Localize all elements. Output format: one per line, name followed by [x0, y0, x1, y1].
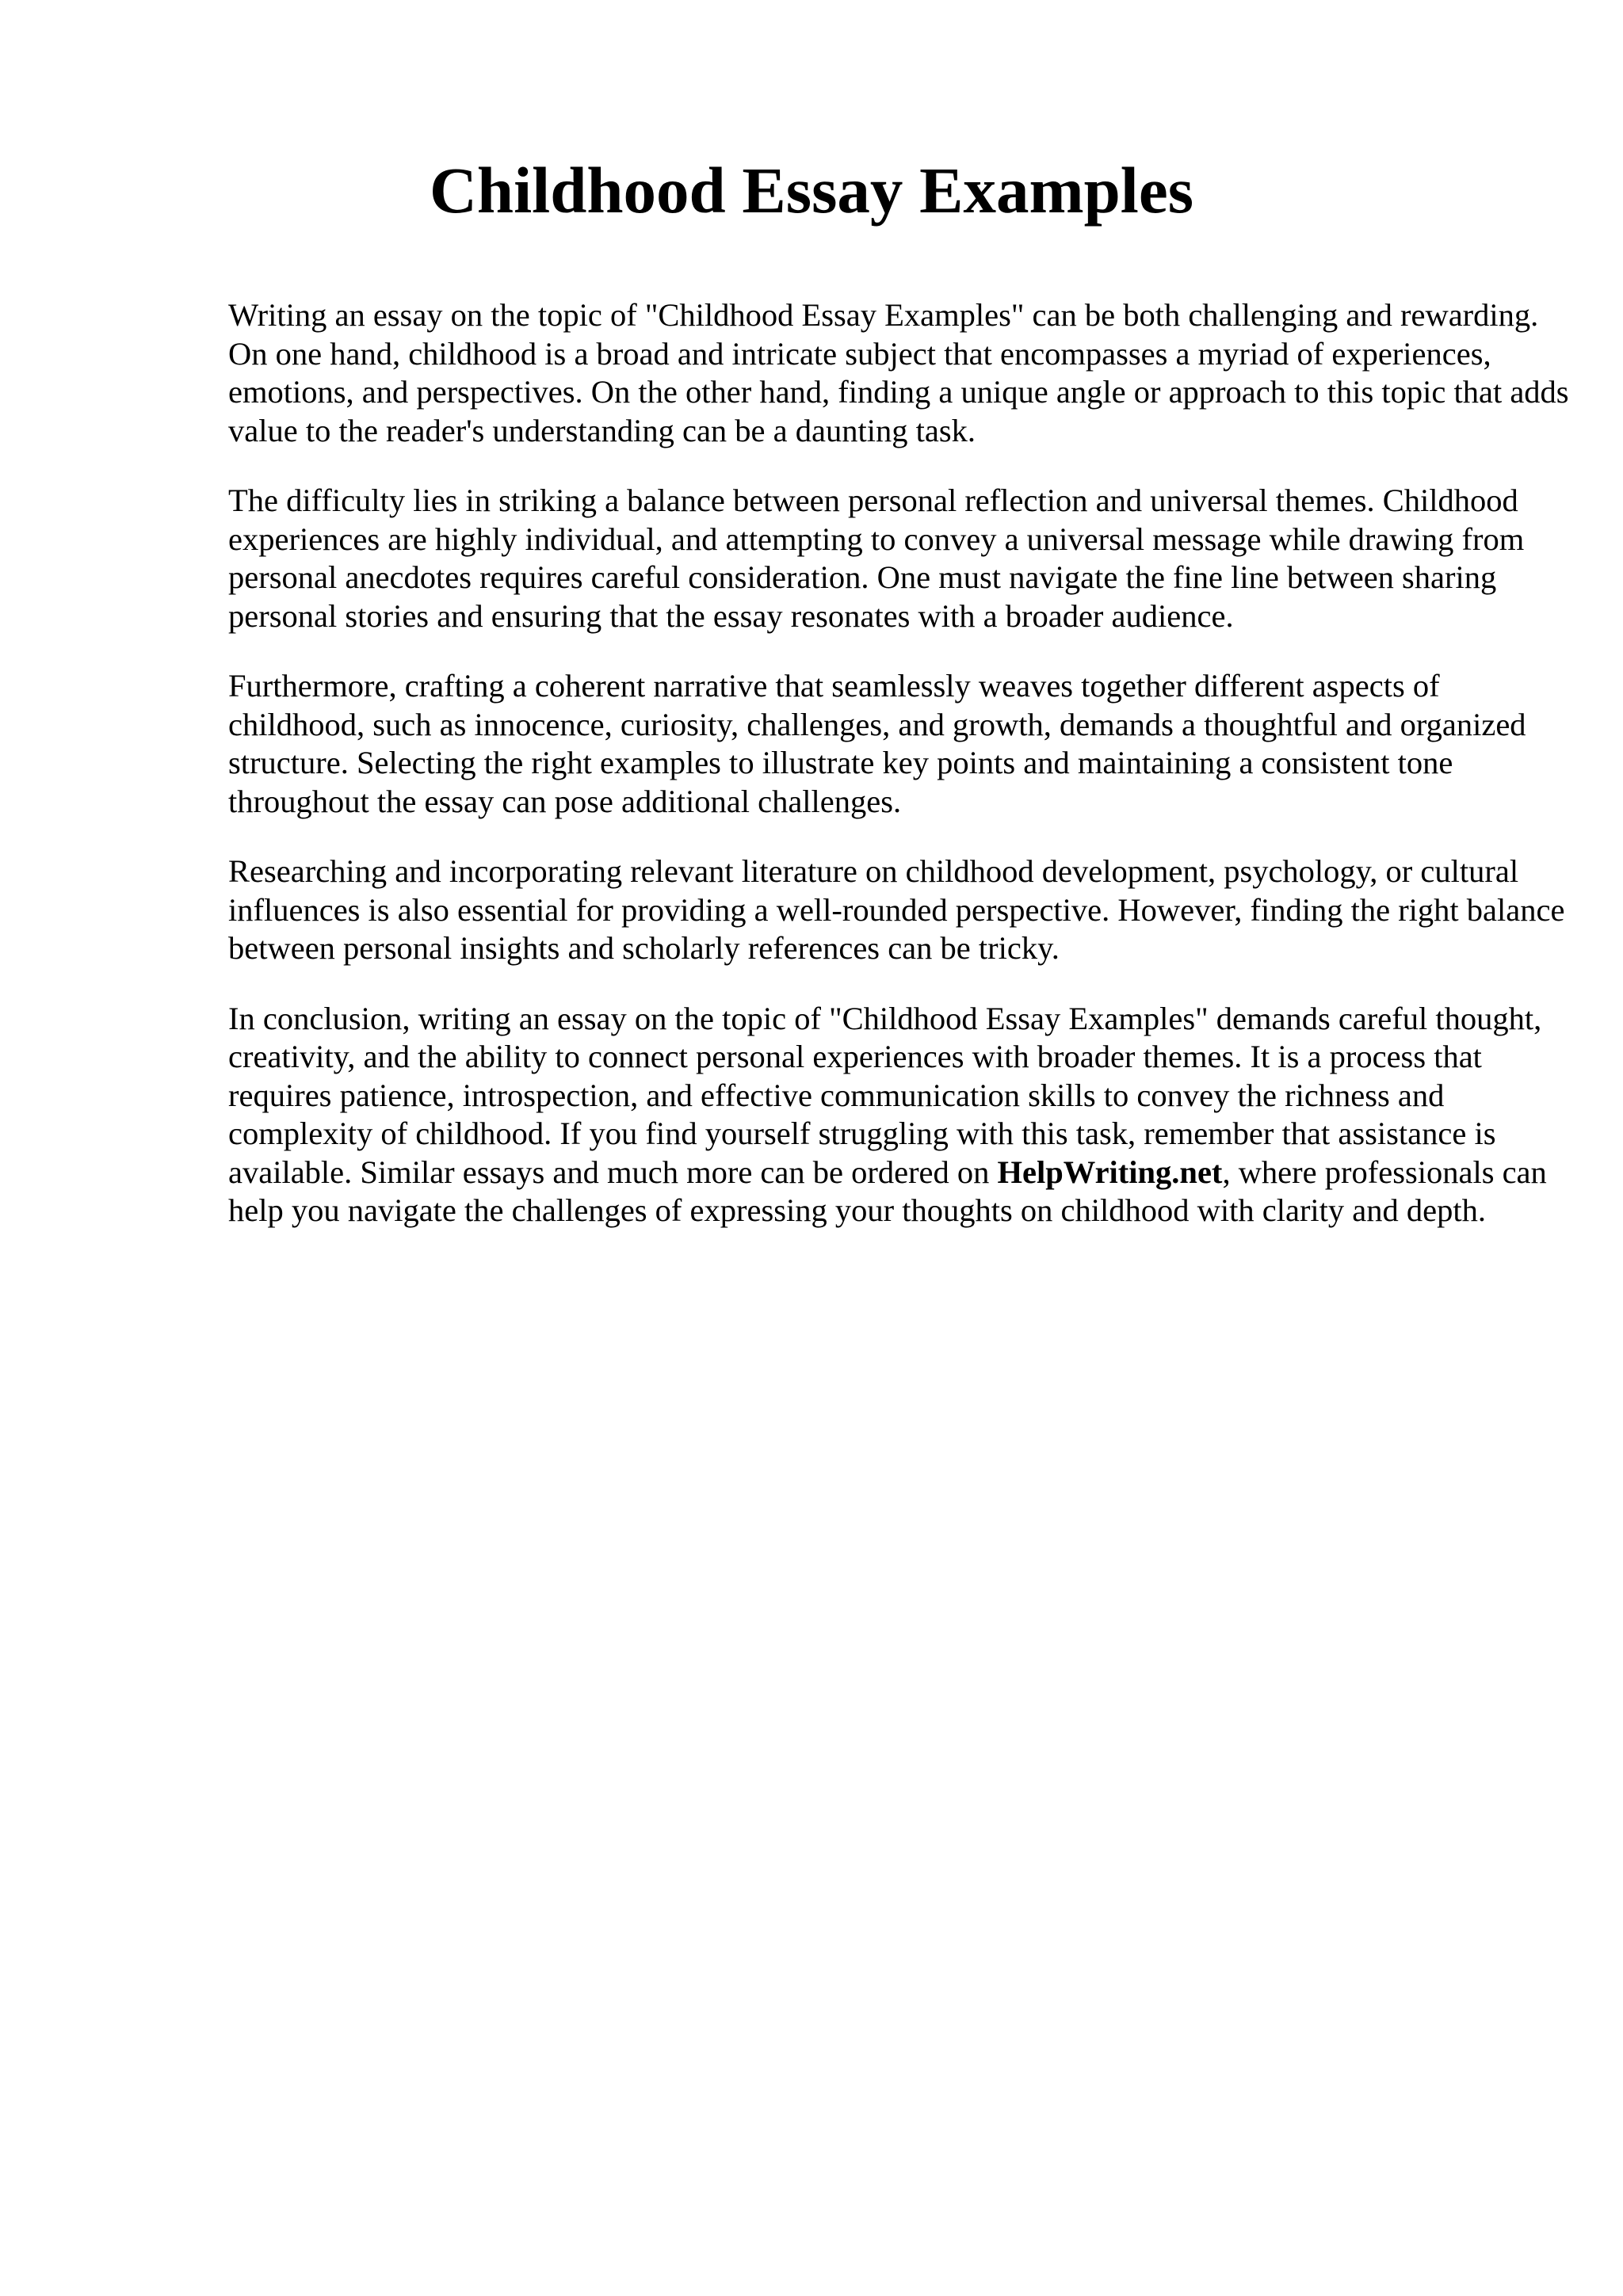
paragraph-2: The difficulty lies in striking a balance between personal reflection and universal themes. Childhood experiences are highly individual, and attempting to convey a universal message while drawing from personal anecdotes requires careful consideration. One must navigate the fine line between sharing personal stories and ensuring that the essay resonates with a broader audience.: [228, 482, 1525, 634]
paragraph-conclusion: [228, 1000, 1575, 1230]
paragraph-1: Writing an essay on the topic of "Childhood Essay Examples" can be both challenging and rewarding. On one hand, childhood is a broad and intricate subject that encompasses a myriad of experiences, emotions, and perspectives. On the other hand, finding a unique angle or approach to this topic that adds value to the reader's understanding can be a daunting task.: [228, 297, 1569, 448]
paragraph-4: Researching and incorporating relevant literature on childhood development, psychology, or cultural influences is also essential for providing a well-rounded perspective. However, finding the right balance between personal insights and scholarly references can be tricky.: [228, 853, 1565, 966]
conclusion-text-start: In conclusion, writing an essay on the topic of "Childhood Essay Examples" demands careful thought, creativity, and the ability to connect personal experiences with broader themes. It is a process that requires patience, introspection, and effective communication skills to convey the richness and complexity of childhood. If you find yourself struggling with this task, remember that assistance is available. Similar essays and much more can be ordered on: [228, 1000, 1542, 1190]
conclusion-text-end: , where professionals can help you navigate the challenges of expressing your thoughts on childhood with clarity and depth.: [228, 1154, 1547, 1228]
paragraph-3: Furthermore, crafting a coherent narrative that seamlessly weaves together different aspects of childhood, such as innocence, curiosity, challenges, and growth, demands a thoughtful and organized structure. Selecting the right examples to illustrate key points and maintaining a consistent tone throughout the essay can pose additional challenges.: [228, 668, 1526, 819]
document-title: Childhood Essay Examples: [429, 154, 1194, 227]
document-body: [228, 296, 1575, 1262]
helpwriting-link[interactable]: HelpWriting.net: [997, 1154, 1223, 1190]
